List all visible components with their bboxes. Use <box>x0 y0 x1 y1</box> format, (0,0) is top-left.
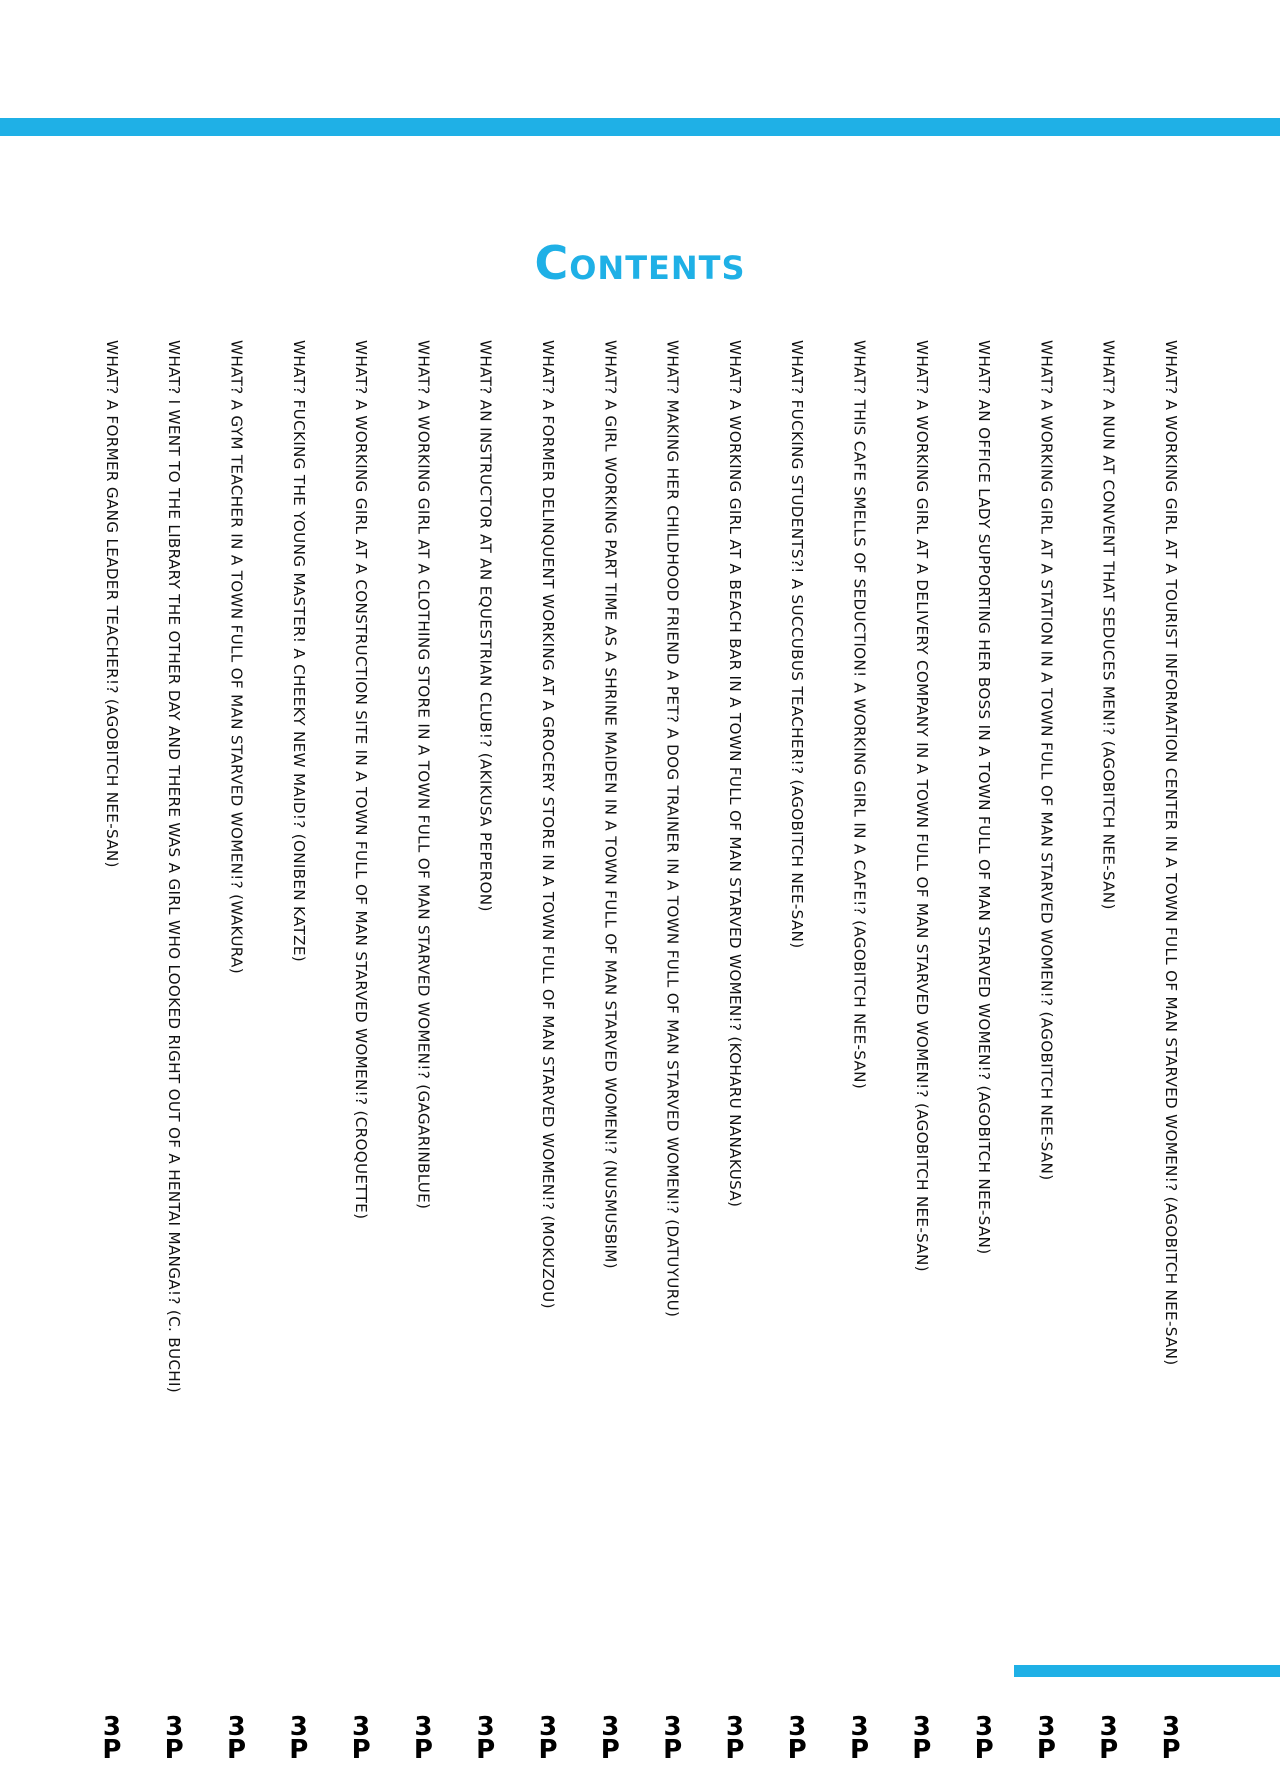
toc-entry-page: 3 P <box>912 1712 932 1765</box>
toc-entry-title: WHAT? A GIRL WORKING PART TIME AS A SHRINE MAIDEN IN A TOWN FULL OF MAN STARVED WOMEN!? (NUSMUSBIM) <box>601 340 620 1269</box>
toc-entry-title: WHAT? MAKING HER CHILDHOOD FRIEND A PET? A DOG TRAINER IN A TOWN FULL OF MAN STARVED WOMEN!? (DATUYURU) <box>663 340 682 1318</box>
toc-entry-page: 3 P <box>413 1712 433 1765</box>
toc-entry-title: WHAT? A WORKING GIRL AT A CONSTRUCTION SITE IN A TOWN FULL OF MAN STARVED WOMEN!? (CROQUETTE) <box>352 340 371 1220</box>
toc-entry-title: WHAT? A WORKING GIRL AT A BEACH BAR IN A TOWN FULL OF MAN STARVED WOMEN!? (KOHARU NANAKUSA) <box>725 340 744 1208</box>
toc-entry-page: 3 P <box>1161 1712 1181 1765</box>
toc-entry-page: 3 P <box>663 1712 683 1765</box>
toc-entry-page: 3 P <box>476 1712 496 1765</box>
toc-entry-page: 3 P <box>289 1712 309 1765</box>
toc-entry-title: WHAT? A WORKING GIRL AT A STATION IN A TOWN FULL OF MAN STARVED WOMEN!? (AGOBITCH NEE-SAN) <box>1037 340 1056 1181</box>
toc-entry-title: WHAT? AN INSTRUCTOR AT AN EQUESTRIAN CLUB!? (AKIKUSA PEPERON) <box>476 340 495 912</box>
toc-entry-title: WHAT? A FORMER GANG LEADER TEACHER!? (AGOBITCH NEE-SAN) <box>102 340 121 868</box>
toc-entry-page: 3 P <box>974 1712 994 1765</box>
toc-entry-title: WHAT? I WENT TO THE LIBRARY THE OTHER DAY AND THERE WAS A GIRL WHO LOOKED RIGHT OUT OF A HENTAI MANGA!? (C. BUCHI) <box>165 340 184 1394</box>
toc-entry-title: WHAT? A WORKING GIRL AT A DELIVERY COMPANY IN A TOWN FULL OF MAN STARVED WOMEN!? (AGOBITCH NEE-SAN) <box>912 340 931 1272</box>
toc-entry-page: 3 P <box>725 1712 745 1765</box>
toc-entry-page: 3 P <box>1099 1712 1119 1765</box>
toc-entry-title: WHAT? THIS CAFE SMELLS OF SEDUCTION! A WORKING GIRL IN A CAFE!? (AGOBITCH NEE-SAN) <box>850 340 869 1090</box>
toc-entry-page: 3 P <box>538 1712 558 1765</box>
bottom-accent-bar <box>1014 1665 1280 1677</box>
toc-entry-page: 3 P <box>102 1712 122 1765</box>
top-accent-bar <box>0 118 1280 136</box>
toc-entry-title: WHAT? AN OFFICE LADY SUPPORTING HER BOSS IN A TOWN FULL OF MAN STARVED WOMEN!? (AGOBITCH NEE-SAN) <box>975 340 994 1255</box>
toc-entry-title: WHAT? A NUN AT CONVENT THAT SEDUCES MEN!? (AGOBITCH NEE-SAN) <box>1099 340 1118 910</box>
contents-heading: Contents <box>534 236 746 290</box>
toc-entry-title: WHAT? FUCKING THE YOUNG MASTER! A CHEEKY NEW MAID!? (ONIBEN KATZE) <box>289 340 308 962</box>
toc-entry-page: 3 P <box>164 1712 184 1765</box>
toc-entry-title: WHAT? FUCKING STUDENTS?! A SUCCUBUS TEACHER!? (AGOBITCH NEE-SAN) <box>788 340 807 949</box>
toc-entry-title: WHAT? A FORMER DELINQUENT WORKING AT A GROCERY STORE IN A TOWN FULL OF MAN STARVED WOMEN!? (MOKUZOU) <box>539 340 557 1309</box>
toc-entry-title: WHAT? A GYM TEACHER IN A TOWN FULL OF MAN STARVED WOMEN!? (WAKURA) <box>227 340 246 974</box>
toc-entry-page: 3 P <box>351 1712 371 1765</box>
toc-entry-page: 3 P <box>226 1712 247 1765</box>
toc-entry-page: 3 P <box>849 1712 870 1765</box>
toc-entry-page: 3 P <box>1036 1712 1056 1765</box>
toc-entry-title: WHAT? A WORKING GIRL AT A CLOTHING STORE IN A TOWN FULL OF MAN STARVED WOMEN!? (GAGARINBLUE) <box>414 340 433 1210</box>
toc-entry-title: WHAT? A WORKING GIRL AT A TOURIST INFORMATION CENTER IN A TOWN FULL OF MAN STARVED WOMEN!? (AGOBITCH NEE-SAN) <box>1162 340 1180 1366</box>
toc-entry-page: 3 P <box>600 1712 620 1765</box>
toc-entry-page: 3 P <box>787 1712 807 1765</box>
